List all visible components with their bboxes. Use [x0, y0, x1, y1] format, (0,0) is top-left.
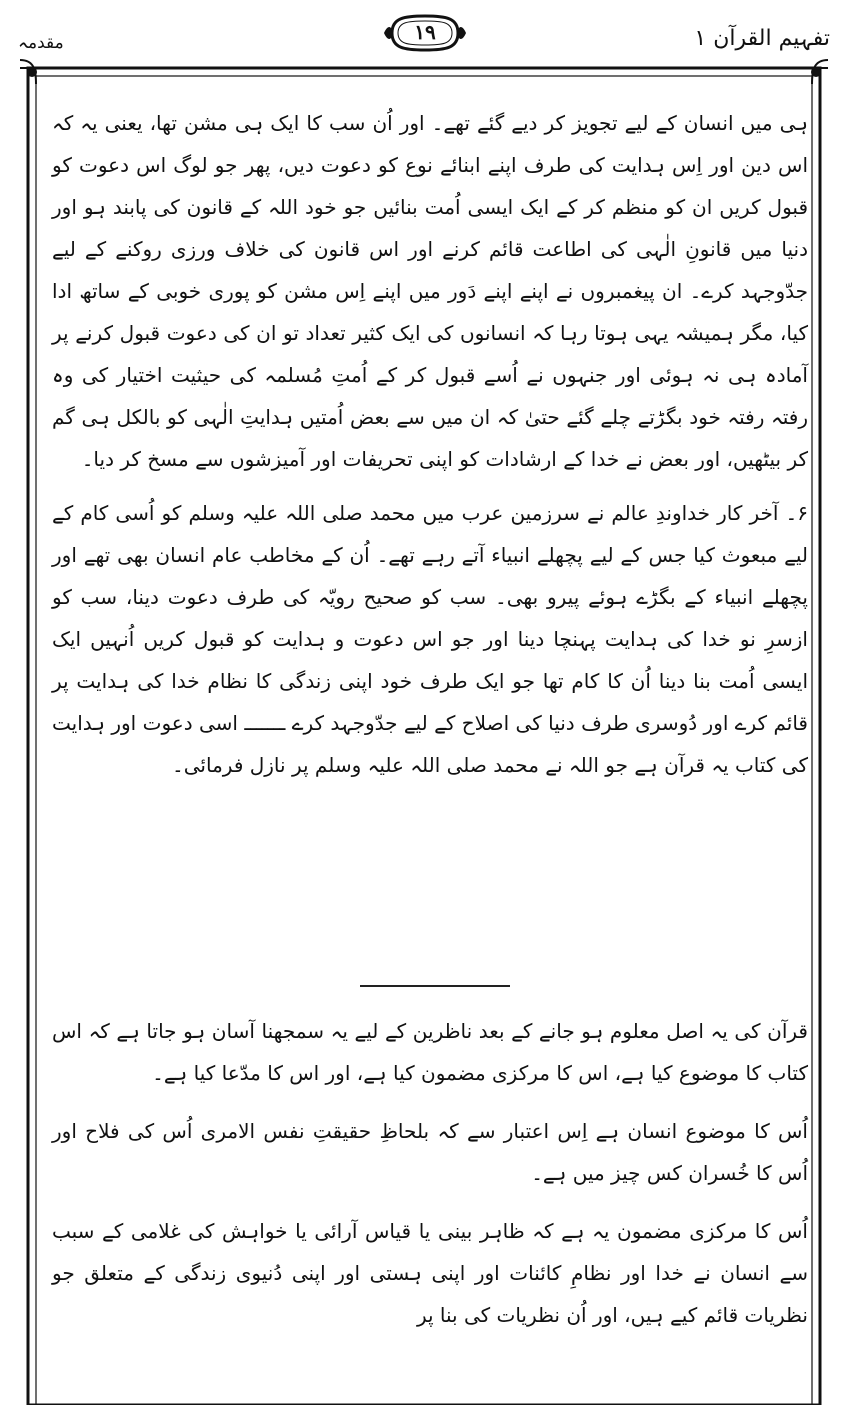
paragraph: ہی میں انسان کے لیے تجویز کر دیے گئے تھے۔ اور اُن سب کا ایک ہی مشن تھا، یعنی یہ کہ اس دین اور اِس ہدایت کی طرف اپنے ابنائے نوع کو دعوت دیں، پھر جو لوگ اس دعوت کو قبول کریں ان کو منظم کر کے ایک ایسی اُمت بنائیں جو خود اللہ کے قانون کی پابند ہو اور دنیا میں قانونِ الٰہی کی اطاعت قائم کرنے اور اس قانون کی خلاف ورزی روکنے کے لیے جدّوجہد کرے۔ ان پیغمبروں نے اپنے اپنے دَور میں اپنے اِس مشن کو پوری خوبی کے ساتھ ادا کیا، مگر ہمیشہ یہی ہوتا رہا کہ انسانوں کی ایک کثیر تعداد تو ان کی دعوت قبول کرنے پر آمادہ ہی نہ ہوئی اور جنہوں نے اُسے قبول کر کے اُمتِ مُسلمہ کی حیثیت اختیار کی وہ رفتہ رفتہ خود بگڑتے چلے گئے حتیٰ کہ ان میں سے بعض اُمتیں ہدایتِ الٰہی کو بالکل ہی گم کر بیٹھیں، اور بعض نے خدا کے ارشادات کو اپنی تحریفات اور آمیزشوں سے مسخ کر دیا۔ — [52, 111, 808, 471]
section-divider — [360, 985, 510, 987]
book-title: تفہیم القرآن ۱ — [694, 26, 830, 51]
paragraph: ۶۔ آخر کار خداوندِ عالم نے سرزمین عرب میں محمد صلی اللہ علیہ وسلم کو اُسی کام کے لیے مبعوث کیا جس کے لیے پچھلے انبیاء آتے رہے تھے۔ اُن کے مخاطب عام انسان بھی تھے اور پچھلے انبیاء کے بگڑے ہوئے پیرو بھی۔ سب کو صحیح رویّہ کی طرف دعوت دینا، سب کو ازسرِ نو خدا کی ہدایت پہنچا دینا اور جو اس دعوت و ہدایت کو قبول کریں اُنہیں ایک ایسی اُمت بنا دینا اُن کا کام تھا جو ایک طرف خود اپنی زندگی کا نظام خدا کی ہدایت پر قائم کرے اور دُوسری طرف دنیا کی اصلاح کے لیے جدّوجہد کرے ـــــــ اسی دعوت اور ہدایت کی کتاب یہ قرآن ہے جو اللہ نے محمد صلی اللہ علیہ وسلم پر نازل فرمائی۔ — [52, 501, 808, 777]
section-text — [52, 1010, 808, 1352]
paragraph: اُس کا موضوع انسان ہے اِس اعتبار سے کہ بلحاظِ حقیقتِ نفس الامری اُس کی فلاح اور اُس کا خُسران کس چیز میں ہے۔ — [52, 1119, 808, 1185]
paragraph: قرآن کی یہ اصل معلوم ہو جانے کے بعد ناظرین کے لیے یہ سمجھنا آسان ہو جاتا ہے کہ اس کتاب کا موضوع کیا ہے، اس کا مرکزی مضمون کیا ہے، اور اس کا مدّعا کیا ہے۔ — [52, 1019, 808, 1085]
page-number: ۱۹ — [414, 20, 436, 44]
chapter-label: مقدمہ — [18, 33, 64, 53]
main-text — [52, 102, 808, 786]
paragraph: اُس کا مرکزی مضمون یہ ہے کہ ظاہر بینی یا قیاس آرائی یا خواہش کی غلامی کے سبب سے انسان نے خدا اور نظامِ کائنات اور اپنی ہستی اور اپنی دُنیوی زندگی کے متعلق جو نظریات قائم کیے ہیں، اور اُن نظریات کی بنا پر — [52, 1219, 808, 1327]
